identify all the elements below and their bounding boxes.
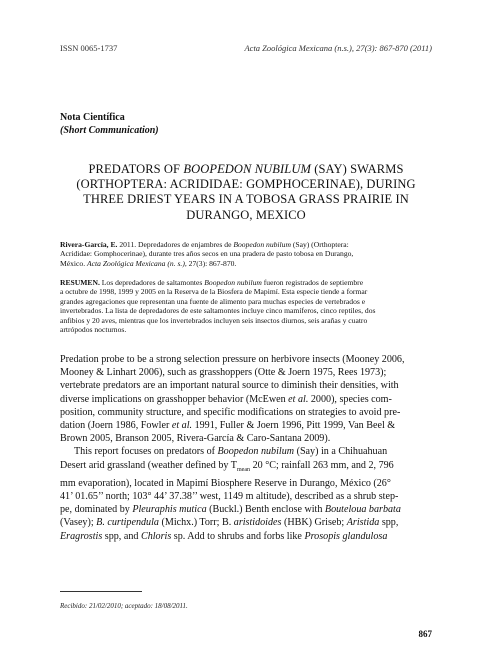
abstract-line: a octubre de 1998, 1999 y 2005 en la Reserva de la Biosfera de Mapimí. Esta especie tiende a formar: [60, 287, 368, 297]
section-label-english: (Short Communication): [60, 125, 159, 136]
body-line: position, community structure, and specific modifications on strategies to avoid pre-: [60, 406, 401, 418]
abstract-line: invertebrados. La lista de depredadores de este saltamontes incluye cinco mamíferos, cinco reptiles, dos: [60, 306, 376, 316]
body-line: Brown 2005, Branson 2005, Rivera-García & Caro-Santana 2009).: [60, 433, 331, 445]
footnote-divider: [60, 591, 142, 592]
title-line-3: THREE DRIEST YEARS IN A TOBOSA GRASS PRAIRIE IN: [83, 192, 409, 207]
body-line: This report focuses on predators of Boopedon nubilum (Say) in a Chihuahuan: [74, 446, 388, 458]
reference-line: Rivera-García, E. 2011. Depredadores de enjambres de Boopedon nubilum (Say) (Orthoptera:: [60, 240, 349, 249]
abstract-line: anfibios y 20 aves, mientras que los invertebrados incluyen seis insectos diurnos, seis arañas y cuatro: [60, 315, 368, 325]
body-line: Mooney & Linhart 2006), such as grasshoppers (Otte & Joern 1975, Rees 1973);: [60, 367, 387, 379]
journal-citation-header: Acta Zoológica Mexicana (n.s.), 27(3): 867-870 (2011): [244, 43, 432, 53]
page-number: 867: [418, 629, 432, 639]
body-line: diverse implications on grasshopper behavior (McEwen et al. 2000), species com-: [60, 393, 392, 405]
body-line: dation (Joern 1986, Fowler et al. 1991, Fuller & Joern 1996, Pitt 1999, Van Beel &: [60, 420, 396, 432]
abstract-line: grandes agregaciones que representan una fuente de alimento para muchas especies de vertebrados e: [60, 296, 366, 306]
title-line-1: PREDATORS OF BOOPEDON NUBILUM (SAY) SWARMS: [88, 162, 404, 176]
abstract-resumen: [60, 278, 432, 334]
title-line-2: (ORTHOPTERA: ACRIDIDAE: GOMPHOCERINAE), DURING: [76, 177, 416, 192]
body-line: Desert arid grassland (weather defined by $T_{mean}$ 20 °C; rainfall 263 mm, and 2, 796: [60, 459, 394, 473]
body-line: vertebrate predators are an important natural source to diminish their densities, with: [60, 380, 399, 392]
abstract-line: artrópodos nocturnos.: [60, 325, 127, 335]
reference-line: Acrididae: Gomphocerinae), durante tres años secos en una pradera de pasto tobosa en Durango,: [60, 249, 354, 259]
section-label: Nota Científica: [60, 112, 125, 123]
title-line-4: DURANGO, MEXICO: [186, 207, 306, 222]
body-text: [60, 353, 432, 543]
citation-reference: [60, 240, 432, 268]
abstract-line: RESUMEN. Los depredadores de saltamontes Boopedon nubilum fueron registrados de septiembre: [60, 278, 364, 287]
body-line: 41’ 01.65’’ north; 103° 44’ 37.38’’ west, 1149 m altitude), described as a shrub step-: [60, 491, 399, 503]
body-line: pe, dominated by Pleuraphis mutica (Buckl.) Benth enclose with Bouteloua barbata: [60, 504, 401, 516]
footnote-received-accepted: Recibido: 21/02/2010; aceptado: 18/08/2011.: [60, 602, 188, 610]
body-line: Predation probe to be a strong selection pressure on herbivore insects (Mooney 2006,: [60, 354, 405, 365]
body-line: (Vasey); B. curtipendula (Michx.) Torr; B. aristidoides (HBK) Griseb; Aristida spp,: [60, 517, 399, 529]
article-title: [60, 162, 432, 223]
issn-header: ISSN 0065-1737: [60, 43, 118, 53]
body-line: mm evaporation), located in Mapimí Biosphere Reserve in Durango, México (26°: [60, 477, 391, 489]
body-line: Eragrostis spp, and Chloris sp. Add to shrubs and forbs like Prosopis glandulosa: [60, 530, 388, 542]
reference-line: México. Acta Zoológica Mexicana (n. s.), 27(3): 867-870.: [60, 258, 237, 268]
